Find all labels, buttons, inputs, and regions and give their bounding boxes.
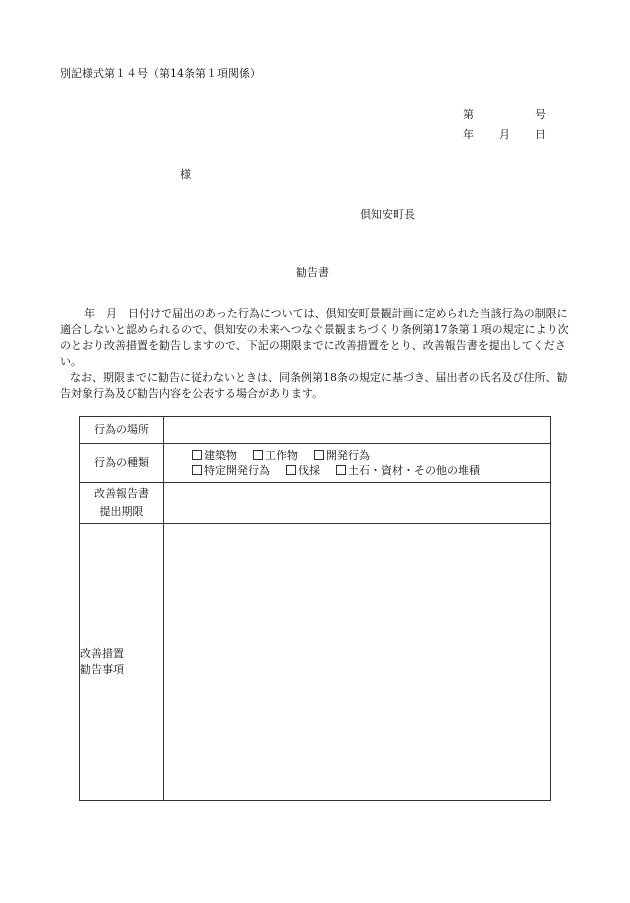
checkbox-icon[interactable] (314, 450, 324, 460)
checkbox-icon[interactable] (286, 465, 296, 475)
option-logging[interactable]: 伐採 (286, 463, 320, 478)
form-number: 別記様式第１４号（第14条第１項関係） (60, 67, 261, 80)
checkbox-icon[interactable] (253, 450, 263, 460)
issuer-name: 倶知安町長 (360, 208, 415, 221)
body-paragraph-2: なお、期限までに勧告に従わないときは、同条例第18条の規定に基づき、届出者の氏名及び住所、勧告対象行為及び勧告内容を公表する場合があります。 (60, 371, 568, 400)
number-suffix: 号 (535, 108, 546, 121)
deadline-label: 改善報告書 提出期限 (80, 483, 164, 524)
checkbox-icon[interactable] (336, 465, 346, 475)
deadline-value[interactable] (164, 483, 551, 524)
type-options-row-1 (192, 448, 550, 463)
option-development[interactable]: 開発行為 (314, 448, 370, 463)
option-structure[interactable]: 工作物 (253, 448, 298, 463)
option-soil-materials-piling[interactable]: 土石・資材・その他の堆積 (336, 463, 480, 478)
checkbox-icon[interactable] (192, 465, 202, 475)
date-year: 年 (463, 128, 474, 141)
location-value[interactable] (164, 417, 551, 444)
row-measures (80, 524, 551, 801)
checkbox-icon[interactable] (192, 450, 202, 460)
type-options-row-2 (192, 463, 550, 478)
body-paragraph-1: 年 月 日付けで届出のあった行為については、倶知安町景観計画に定められた当該行為の制限に適合しないと認められるので、倶知安の未来へつなぐ景観まちづくり条例第17条第１項の規定により次のとおり改善措置を勧告しますので、下記の期限までに改善措置をとり、改善報告書を提出してください。 (60, 307, 569, 368)
option-specific-development[interactable]: 特定開発行為 (192, 463, 270, 478)
body-text (60, 306, 572, 402)
option-building[interactable]: 建築物 (192, 448, 237, 463)
type-options (164, 444, 551, 483)
addressee-suffix: 様 (180, 168, 191, 181)
measures-label: 改善措置 勧告事項 (80, 524, 164, 801)
row-location (80, 417, 551, 444)
type-label: 行為の種類 (80, 444, 164, 483)
recommendation-table (79, 416, 551, 801)
row-deadline (80, 483, 551, 524)
row-type (80, 444, 551, 483)
number-prefix: 第 (463, 108, 474, 121)
location-label: 行為の場所 (80, 417, 164, 444)
document-title: 勧告書 (296, 266, 329, 279)
date-month: 月 (499, 128, 510, 141)
date-day: 日 (535, 128, 546, 141)
measures-value[interactable] (164, 524, 551, 801)
